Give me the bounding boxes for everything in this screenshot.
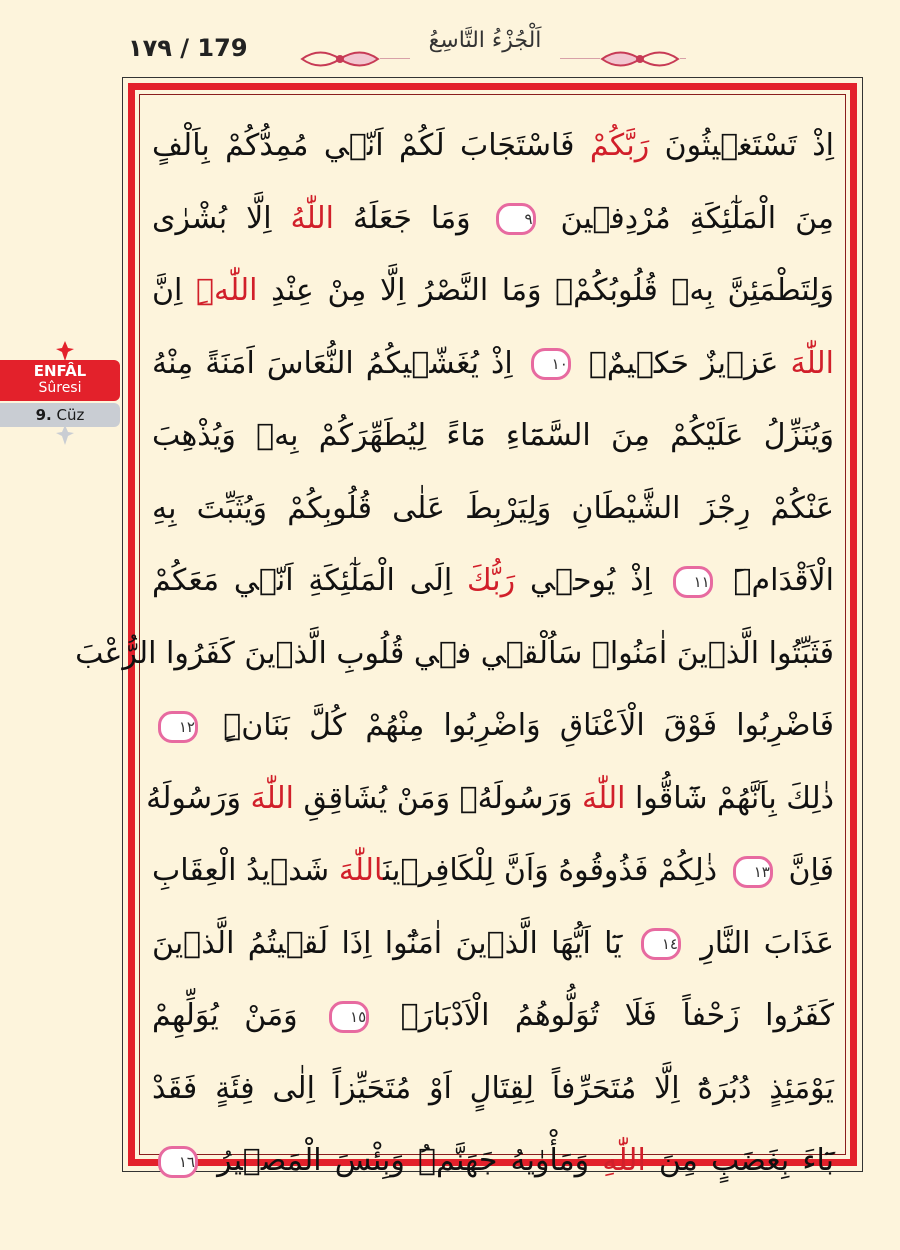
verse-text: ذٰلِكُمْ فَذُوقُوهُ وَاَنَّ لِلْكَافِر۪ينَ [383, 853, 727, 888]
ayah-number-marker: ١١ [673, 566, 713, 598]
verse-text: وَمَنْ يُوَلِّهِمْ [152, 998, 324, 1033]
verse-text: يَوْمَئِذٍ دُبُرَهُٓ اِلَّا مُتَحَرِّفاً لِقِتَالٍ اَوْ مُتَحَيِّزاً اِلٰى فِئَةٍ فَقَدْ [152, 1070, 834, 1106]
verse-line [152, 1053, 834, 1126]
juz-number: 9. [35, 406, 52, 424]
verse-text: شَد۪يدُ الْعِقَابِ [152, 853, 339, 888]
juz-title: اَلْجُزْءُ التَّاسِعُ [428, 28, 542, 53]
page-number: ١٧٩ / 179 [128, 34, 248, 62]
ayah-number-marker: ١٠ [531, 348, 571, 380]
divine-name: اللّٰهَ [250, 780, 295, 816]
divine-name: اللّٰهَ [582, 780, 626, 816]
verse-text: يَٓا اَيُّهَا الَّذ۪ينَ اٰمَنُٓوا اِذَا لَق۪يتُمُ الَّذ۪ينَ [152, 925, 635, 961]
verse-text: بَٓاءَ بِغَضَبٍ مِنَ [645, 1143, 834, 1178]
verse-text: وَمَأْوٰيهُ جَهَنَّمُۜ وَبِئْسَ الْمَص۪يرُ [204, 1143, 603, 1178]
ayah-number-marker: ٩ [496, 203, 536, 235]
verse-text: اِذْ تَسْتَغ۪يثُونَ [649, 128, 834, 163]
divine-name: اللّٰهِۜ [196, 273, 258, 308]
verse-line [75, 618, 834, 691]
ornament-right-icon [600, 44, 680, 74]
ornament-left-icon [300, 44, 380, 74]
verse-text: فَاضْرِبُوا فَوْقَ الْاَعْنَاقِ وَاضْرِبُوا مِنْهُمْ كُلَّ بَنَانٍۜ [204, 708, 834, 743]
ornament-line-far-right [680, 58, 686, 59]
verse-text: اِذْ يُغَشّ۪يكُمُ النُّعَاسَ اَمَنَةً مِنْهُ [152, 345, 525, 381]
ornament-line-right [560, 58, 600, 59]
divine-name: رَبُّكَ [467, 563, 516, 598]
ayah-number-marker: ١٥ [329, 1001, 369, 1033]
verse-text: وَلِتَطْمَئِنَّ بِه۪ قُلُوبُكُمْۚ وَمَا النَّصْرُ اِلَّا مِنْ عِنْدِ [257, 273, 834, 308]
verse-text: وَمَا جَعَلَهُ [334, 200, 490, 236]
quran-text-block [75, 110, 835, 1198]
verse-text: كَفَرُوا زَحْفاً فَلَا تُوَلُّوهُمُ الْاَدْبَارَۚ [375, 998, 834, 1033]
verse-line [152, 400, 834, 473]
fleur-top-icon [55, 340, 75, 362]
verse-text: اِنَّ [152, 273, 196, 308]
divine-name: اللّٰهُ [290, 200, 334, 236]
verse-line [152, 1125, 834, 1198]
verse-text: عَنْكُمْ رِجْزَ الشَّيْطَانِ وَلِيَرْبِطَ عَلٰى قُلُوبِكُمْ وَيُثَبِّتَ بِهِ [152, 490, 834, 526]
divine-name: رَبَّكُمْ [589, 128, 650, 163]
juz-word: Cüz [56, 406, 85, 424]
ayah-number-marker: ١٢ [158, 711, 198, 743]
verse-text: وَرَسُولَهُ [146, 780, 251, 816]
fleur-bottom-icon [55, 424, 75, 446]
verse-line [152, 328, 834, 401]
verse-text: عَذَابَ النَّارِ [686, 925, 835, 961]
verse-line [152, 183, 834, 256]
divine-name: اللّٰهِ [602, 1143, 646, 1178]
divine-name: اللّٰهَ [338, 853, 384, 888]
ayah-number-marker: ١٦ [158, 1146, 198, 1178]
surah-sub: Sûresi [38, 380, 82, 396]
verse-line [152, 255, 834, 328]
verse-text: مِنَ الْمَلٰٓئِكَةِ مُرْدِف۪ينَ [541, 200, 834, 236]
verse-text: اِذْ يُوح۪ي [515, 563, 667, 598]
verse-text: اِلَّا بُشْرٰى [152, 200, 291, 236]
verse-line [152, 110, 834, 183]
divine-name: اللّٰهَ [790, 345, 834, 381]
verse-text: فَاسْتَجَابَ لَكُمْ اَنّ۪ي مُمِدُّكُمْ بِاَلْفٍ [152, 128, 590, 163]
verse-line [152, 980, 834, 1053]
surah-name: ENFÂL [33, 362, 87, 380]
verse-text: ذٰلِكَ بِاَنَّهُمْ شَٓاقُّوا [625, 780, 834, 816]
verse-text: وَيُنَزِّلُ عَلَيْكُمْ مِنَ السَّمَٓاءِ مَٓاءً لِيُطَهِّرَكُمْ بِه۪ وَيُذْهِبَ [152, 418, 834, 453]
verse-text: فَاِنَّ [778, 853, 834, 888]
verse-line [152, 835, 834, 908]
ayah-number-marker: ١٣ [733, 856, 773, 888]
verse-text: اِلَى الْمَلٰٓئِكَةِ اَنّ۪ي مَعَكُمْ [152, 563, 468, 598]
verse-text: الْاَقْدَامَۜ [718, 563, 834, 598]
verse-line [152, 908, 834, 981]
ayah-number-marker: ١٤ [641, 928, 681, 960]
surah-name-label [0, 360, 120, 401]
ornament-line-left [380, 58, 410, 59]
verse-line [152, 473, 834, 546]
surah-side-tab [0, 360, 120, 427]
verse-text: عَز۪يزٌ حَك۪يمٌ۟ [576, 345, 791, 381]
verse-text: فَثَبِّتُوا الَّذ۪ينَ اٰمَنُواۜ سَاُلْق۪ي ف۪ي قُلُوبِ الَّذ۪ينَ كَفَرُوا الرُّعْبَ [75, 635, 834, 671]
verse-line [146, 763, 834, 836]
verse-text: وَرَسُولَهُۚ وَمَنْ يُشَاقِقِ [294, 780, 583, 816]
verse-line [152, 545, 834, 618]
verse-line [152, 690, 834, 763]
